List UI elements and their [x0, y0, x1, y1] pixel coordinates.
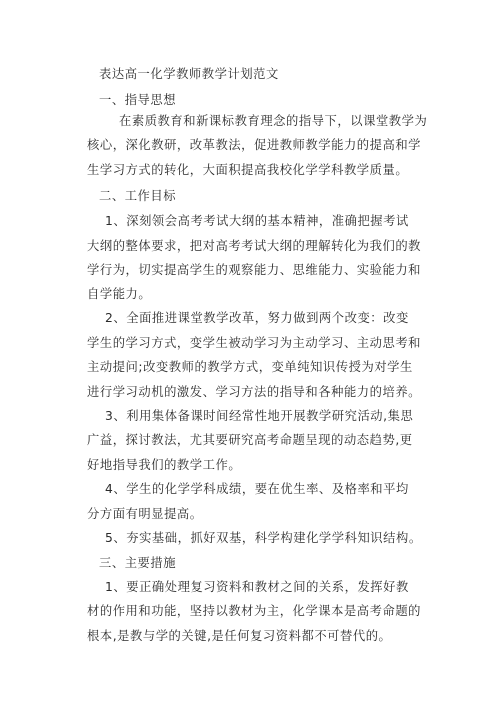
paragraph-line: 2、全面推进课堂教学改革，努力做到两个改变：改变	[105, 311, 409, 325]
paragraph-line: 1、要正确处理复习资料和教材之间的关系，发挥好教	[105, 580, 409, 594]
paragraph-line: 学行为，切实提高学生的观察能力、思维能力、实验能力和	[87, 263, 422, 277]
paragraph-line: 4、学生的化学学科成绩，要在优生率、及格率和平均	[105, 482, 409, 496]
paragraph-line: 自学能力。	[87, 287, 152, 301]
paragraph-line: 1、深刻领会高考考试大纲的基本精神，准确把握考试	[105, 214, 409, 228]
paragraph-line: 生学习方式的转化，大面积提高我校化学学科教学质量。	[87, 163, 409, 177]
section-heading-main-measures: 三、主要措施	[99, 556, 177, 570]
paragraph-line: 大纲的整体要求，把对高考考试大纲的理解转化为我们的教	[87, 239, 422, 253]
section-heading-guiding-thought: 一、指导思想	[99, 93, 177, 107]
section-heading-work-goals: 二、工作目标	[99, 189, 177, 203]
paragraph-line: 进行学习动机的激发、学习方法的指导和各种能力的培养。	[87, 385, 422, 399]
paragraph-line: 在素质教育和新课标教育理念的指导下，以课堂教学为	[119, 114, 428, 128]
paragraph-line: 好地指导我们的教学工作。	[87, 458, 242, 472]
paragraph-line: 分方面有明显提高。	[87, 507, 203, 521]
document-title: 表达高一化学教师教学计划范文	[99, 67, 279, 81]
paragraph-line: 主动提问;改变教师的教学方式，变单纯知识传授为对学生	[87, 360, 413, 374]
paragraph-line: 广益，探讨教法，尤其要研究高考命题呈现的动态趋势,更	[87, 433, 413, 447]
paragraph-line: 根本,是教与学的关键,是任何复习资料都不可替代的。	[87, 629, 392, 643]
paragraph-line: 学生的学习方式，变学生被动学习为主动学习、主动思考和	[87, 336, 422, 350]
paragraph-line: 核心，深化教研，改革教法，促进教师教学能力的提高和学	[87, 138, 422, 152]
paragraph-line: 3、利用集体备课时间经常性地开展教学研究活动,集思	[105, 409, 414, 423]
paragraph-line: 5、夯实基础，抓好双基，科学构建化学学科知识结构。	[105, 531, 422, 545]
paragraph-line: 材的作用和功能，坚持以教材为主，化学课本是高考命题的	[87, 604, 422, 618]
